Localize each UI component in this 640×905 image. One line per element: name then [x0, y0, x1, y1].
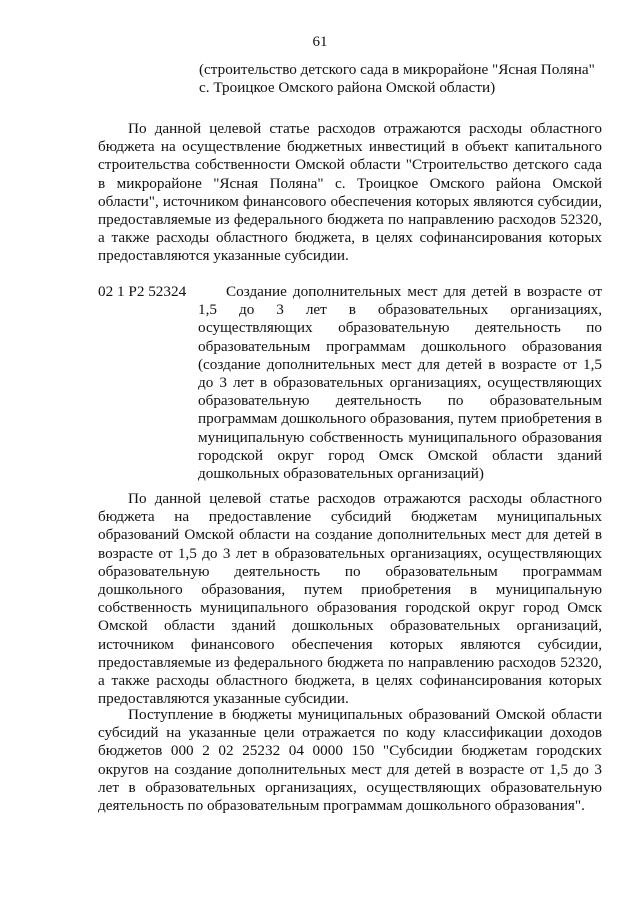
- continuation-title: [199, 61, 604, 97]
- paragraph-2: По данной целевой статье расходов отражаются расходы областного бюджета на предоставление субсидий бюджетам муниципальных образований Омской области на создание дополнительных мест для детей в возрасте от 1,5 до 3 лет в образовательных организациях, осуществляющих образовательную деятельность по образовательным программам дошкольного образования, путем приобретения в муниципальную собственность муниципального образования городской округ город Омск Омской области зданий дошкольных образовательных организаций, источником финансового обеспечения которых являются субсидии, предоставляемые из федерального бюджета по направлению расходов 52320, а также расходы областного бюджета, в целях софинансирования которых предоставляются указанные субсидии.: [98, 490, 602, 708]
- continuation-title-line-1: (строительство детского сада в микрорайоне "Ясная Поляна": [199, 61, 595, 78]
- classification-description: Создание дополнительных мест для детей в возрасте от 1,5 до 3 лет в образовательных организациях, осуществляющих образовательную деятельность по образовательным программам дошкольного образования (создание дополнительных мест для детей в возрасте от 1,5 до 3 лет в образовательных организациях, осуществляющих образовательную деятельность по образовательным программам дошкольного образования, путем приобретения в муниципальную собственность муниципального образования городской округ город Омск Омской области зданий дошкольных образовательных организаций): [198, 283, 602, 483]
- continuation-title-line-2: с. Троицкое Омского района Омской области): [199, 79, 496, 97]
- paragraph-3: Поступление в бюджеты муниципальных образований Омской области субсидий на указанные цели отражается по коду классификации доходов бюджетов 000 2 02 25232 04 0000 150 "Субсидии бюджетам городских округов на создание дополнительных мест для детей в возрасте от 1,5 до 3 лет в образовательных организациях, осуществляющих образовательную деятельность по образовательным программам дошкольного образования".: [98, 706, 602, 815]
- paragraph-1: По данной целевой статье расходов отражаются расходы областного бюджета на осуществление бюджетных инвестиций в объект капитального строительства собственности Омской области "Строительство детского сада в микрорайоне "Ясная Поляна" с. Троицкое Омского района Омской области", источником финансового обеспечения которых являются субсидии, предоставляемые из федерального бюджета по направлению расходов 52320, а также расходы областного бюджета, в целях софинансирования которых предоставляются указанные субсидии.: [98, 120, 602, 265]
- classification-code: 02 1 P2 52324: [98, 283, 187, 300]
- page-number: 61: [312, 34, 328, 50]
